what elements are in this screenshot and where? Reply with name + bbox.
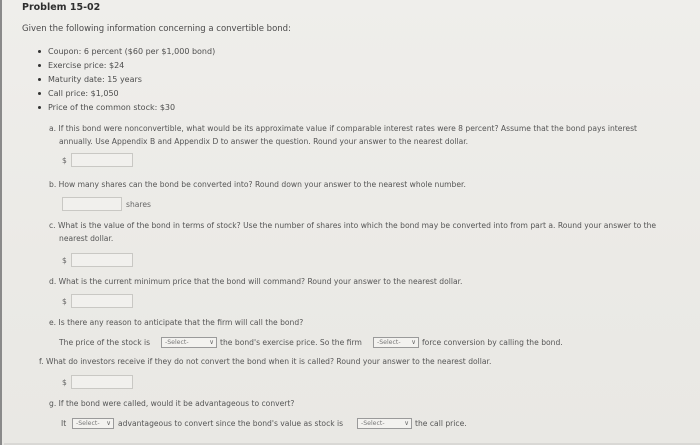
dollar-sign-a: $ — [62, 156, 67, 165]
answer-f-input[interactable] — [71, 375, 133, 389]
question-g-text3: the call price. — [415, 419, 467, 428]
question-a-line1: a. If this bond were nonconvertible, what would be its approximate value if comparable interest rates were 8 percent? Assume that the bond pays interest — [49, 124, 638, 133]
shares-label: shares — [126, 200, 152, 209]
answer-b-input[interactable] — [62, 197, 122, 211]
chevron-down-icon: ∨ — [411, 338, 416, 346]
dollar-sign-d: $ — [62, 297, 67, 306]
chevron-down-icon: ∨ — [106, 419, 111, 427]
chevron-down-icon: ∨ — [404, 419, 409, 427]
bullet-maturity: Maturity date: 15 years — [38, 73, 215, 87]
answer-d-input[interactable] — [71, 294, 133, 308]
question-g-line1: g. If the bond were called, would it be advantageous to convert? — [49, 399, 295, 408]
bullet-coupon: Coupon: 6 percent ($60 per $1,000 bond) — [38, 45, 215, 59]
stock-vs-call-select[interactable] — [357, 418, 412, 429]
answer-c-input[interactable] — [71, 253, 133, 267]
question-g-text2: advantageous to convert since the bond's value as stock is — [118, 419, 344, 428]
advantageous-select[interactable] — [72, 418, 114, 429]
question-e-text1: The price of the stock is — [59, 338, 151, 347]
stock-vs-exercise-select[interactable] — [161, 337, 217, 348]
question-c-line2: nearest dollar. — [59, 234, 114, 243]
select-value: -Select- — [377, 339, 401, 346]
question-f-line1: f. What do investors receive if they do not convert the bond when it is called? Round your answer to the nearest dollar. — [39, 357, 492, 366]
select-value: -Select- — [165, 339, 189, 346]
question-e-text2: the bond's exercise price. So the firm — [220, 338, 362, 347]
question-e-line1: e. Is there any reason to anticipate that the firm will call the bond? — [49, 318, 304, 327]
question-a-line2: annually. Use Appendix B and Appendix D to answer the question. Round your answer to the nearest dollar. — [59, 137, 469, 146]
dollar-sign-c: $ — [62, 256, 67, 265]
dollar-sign-f: $ — [62, 378, 67, 387]
firm-will-select[interactable] — [373, 337, 419, 348]
bullet-call-price: Call price: $1,050 — [38, 87, 215, 101]
question-c-line1: c. What is the value of the bond in terms of stock? Use the number of shares into which the bond may be converted into from part a. Round your answer to the — [49, 221, 657, 230]
question-b-line1: b. How many shares can the bond be converted into? Round down your answer to the nearest whole number. — [49, 180, 466, 189]
question-e-text3: force conversion by calling the bond. — [422, 338, 563, 347]
bond-info-list — [38, 45, 215, 115]
chevron-down-icon: ∨ — [209, 338, 214, 346]
bullet-stock-price: Price of the common stock: $30 — [38, 101, 215, 115]
answer-a-input[interactable] — [71, 153, 133, 167]
bullet-exercise-price: Exercise price: $24 — [38, 59, 215, 73]
select-value: -Select- — [76, 420, 100, 427]
question-g-text1: It — [61, 419, 67, 428]
question-d-line1: d. What is the current minimum price that the bond will command? Round your answer to the nearest dollar. — [49, 277, 463, 286]
problem-title: Problem 15-02 — [22, 2, 101, 13]
problem-intro: Given the following information concerning a convertible bond: — [22, 24, 291, 34]
select-value: -Select- — [361, 420, 385, 427]
